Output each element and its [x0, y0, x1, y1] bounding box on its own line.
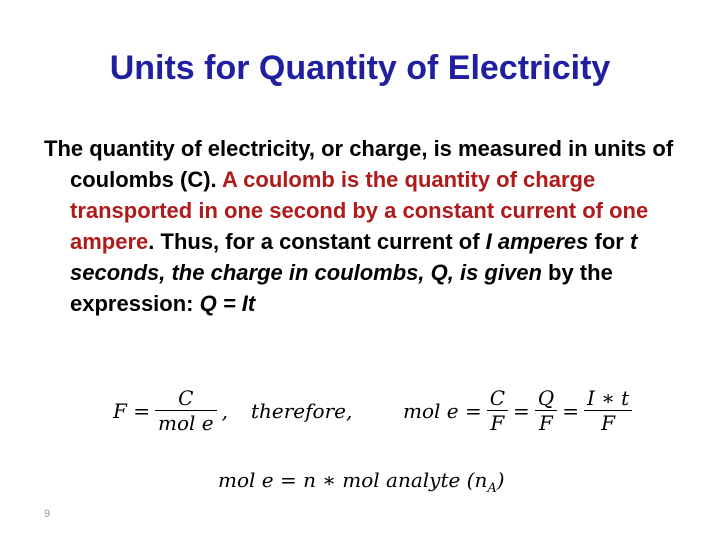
equation-faraday	[108, 386, 357, 435]
body-paragraph	[44, 133, 684, 319]
eq-f-num: C	[178, 386, 194, 410]
eq-therefore: therefore,	[250, 398, 353, 423]
eq-f-lhs: F =	[113, 398, 150, 423]
body-text-amperes: I amperes	[485, 229, 589, 254]
body-text-part3: . Thus, for a constant current of	[148, 229, 486, 254]
eq-f-fraction	[155, 386, 217, 435]
slide-title: Units for Quantity of Electricity	[109, 49, 611, 87]
eq-frac2-den: F	[535, 410, 557, 435]
eq-frac2-num: Q	[537, 386, 555, 410]
eq-frac1-num: C	[489, 386, 506, 410]
body-text-part5: for	[588, 229, 630, 254]
eq-f-den: mol e	[155, 410, 217, 435]
eq2-close: )	[496, 468, 505, 492]
body-text-seconds: t seconds, the charge in coulombs, Q, is given	[70, 229, 638, 285]
eq-equals-1: =	[513, 398, 530, 423]
equation-analyte	[218, 468, 505, 496]
eq-frac3-num: I ∗ t	[586, 386, 630, 410]
eq-frac3-den: F	[584, 410, 632, 435]
equation-moles-electrons	[398, 386, 632, 435]
body-text-expression: Q = It	[199, 291, 256, 316]
eq-frac2	[535, 386, 557, 435]
eq-mole-lhs: mol e =	[403, 398, 482, 423]
eq-equals-2: =	[562, 398, 579, 423]
eq-frac1	[487, 386, 508, 435]
coulomb-definition: A coulomb is the quantity of charge transported in one second by a constant current of one ampere	[70, 167, 649, 254]
body-text-part7: by the expression:	[70, 260, 613, 316]
eq2-subscript: A	[487, 481, 497, 496]
eq-frac1-den: F	[487, 410, 508, 435]
eq2-main: mol e = n ∗ mol analyte (n	[218, 468, 488, 492]
body-text-part1: The quantity of electricity, or charge, is measured in units of coulombs (C).	[44, 136, 674, 192]
body-text	[44, 133, 684, 319]
page-number: 9	[44, 508, 51, 520]
eq-comma: ,	[221, 398, 228, 423]
eq-frac3	[584, 386, 632, 435]
